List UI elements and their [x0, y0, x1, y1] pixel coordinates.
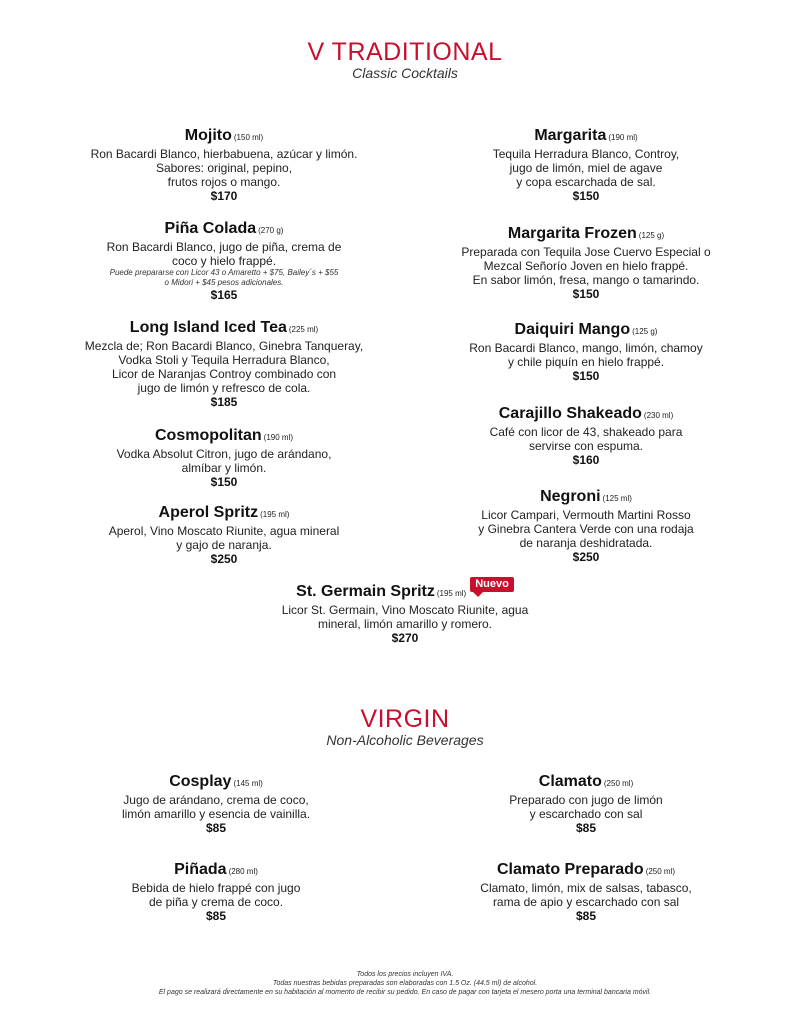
item-heading [74, 219, 374, 240]
item-size: (195 ml) [436, 589, 467, 598]
item-size: (280 ml) [228, 867, 258, 876]
menu-item [74, 318, 374, 410]
section-title-virgin: VIRGIN [360, 705, 450, 733]
item-price: $150 [210, 475, 238, 489]
item-price: $250 [210, 552, 238, 566]
item-description: Preparada con Tequila Jose Cuervo Especial o [461, 245, 711, 259]
item-price: $85 [205, 909, 227, 923]
section-title-traditional: V TRADITIONAL [307, 38, 503, 66]
item-heading [436, 224, 736, 245]
new-badge: Nuevo [470, 577, 514, 592]
item-price: $85 [575, 821, 597, 835]
item-size: (145 ml) [233, 779, 263, 788]
item-heading [74, 503, 374, 524]
item-heading [66, 772, 366, 793]
item-name: Mojito [184, 127, 232, 144]
footer-notes [0, 970, 810, 997]
menu-item [436, 404, 736, 468]
item-description: y chile piquín en hielo frappé. [507, 355, 665, 369]
item-size: (230 ml) [643, 411, 674, 420]
item-price: $150 [572, 189, 600, 203]
item-description: Licor St. Germain, Vino Moscato Riunite, agua [281, 603, 529, 617]
menu-item [74, 219, 374, 303]
item-heading [66, 860, 366, 881]
item-size: (270 g) [258, 226, 284, 235]
item-description: Clamato, limón, mix de salsas, tabasco, [480, 881, 692, 895]
item-size: (150 ml) [233, 133, 264, 142]
item-price: $165 [210, 288, 238, 302]
item-description: Ron Bacardi Blanco, jugo de piña, crema de [106, 240, 342, 254]
item-heading [436, 772, 736, 793]
item-description: frutos rojos o mango. [167, 175, 281, 189]
item-description: rama de apio y escarchado con sal [492, 895, 680, 909]
item-description: Vodka Absolut Citron, jugo de arándano, [116, 447, 332, 461]
item-name: Cosplay [169, 773, 232, 790]
item-description: Licor de Naranjas Controy combinado con [111, 367, 337, 381]
item-description: Tequila Herradura Blanco, Controy, [492, 147, 680, 161]
footer-line: Todas nuestras bebidas preparadas son elaboradas con 1.5 Oz. (44.5 ml) de alcohol. [272, 980, 538, 987]
item-heading [74, 318, 374, 339]
item-name: Clamato Preparado [496, 861, 644, 878]
item-name: Negroni [540, 488, 601, 505]
item-heading [436, 487, 736, 508]
menu-item [74, 503, 374, 567]
item-name: St. Germain Spritz [296, 583, 435, 600]
item-description: Jugo de arándano, crema de coco, [123, 793, 309, 807]
item-description: Sabores: original, pepino, [155, 161, 293, 175]
item-size: (250 ml) [645, 867, 676, 876]
item-price: $85 [205, 821, 227, 835]
item-name: Carajillo Shakeado [498, 405, 642, 422]
menu-item [74, 126, 374, 204]
item-price: $150 [572, 369, 600, 383]
item-name: Daiquiri Mango [514, 321, 631, 338]
item-price: $160 [572, 453, 600, 467]
item-description: Mezcla de; Ron Bacardi Blanco, Ginebra Tanqueray, [84, 339, 364, 353]
item-description: de piña y crema de coco. [148, 895, 284, 909]
menu-item [436, 224, 736, 302]
item-description: y copa escarchada de sal. [516, 175, 656, 189]
item-name: Clamato [538, 773, 602, 790]
item-name: Margarita [534, 127, 607, 144]
item-description: Café con licor de 43, shakeado para [489, 425, 683, 439]
item-price: $85 [575, 909, 597, 923]
item-size: (225 ml) [288, 325, 319, 334]
item-size: (190 ml) [263, 433, 293, 442]
item-size: (125 g) [638, 231, 665, 240]
item-note: o Midori + $45 pesos adicionales. [164, 278, 284, 287]
item-size: (190 ml) [608, 133, 638, 142]
menu-item [436, 772, 736, 836]
item-name: Long Island Iced Tea [129, 319, 287, 336]
item-description: Ron Bacardi Blanco, hierbabuena, azúcar y limón. [90, 147, 358, 161]
section-subtitle-virgin: Non-Alcoholic Beverages [326, 732, 484, 748]
footer-line: El pago se realizará directamente en su habitación al momento de recibir su pedido. En caso de pagar con tarjeta el mesero porta una terminal bancaria móvil. [158, 989, 652, 996]
item-note: Puede prepararse con Licor 43 o Amaretto + $75, Bailey´s + $55 [109, 268, 339, 277]
item-description: almíbar y limón. [181, 461, 267, 475]
section-subtitle-traditional: Classic Cocktails [352, 65, 458, 81]
item-description: jugo de limón y refresco de cola. [137, 381, 311, 395]
item-size: (250 ml) [603, 779, 634, 788]
item-description: Bebida de hielo frappé con jugo [131, 881, 301, 895]
item-description: En sabor limón, fresa, mango o tamarindo. [472, 273, 700, 287]
menu-item [255, 578, 555, 646]
item-name: Aperol Spritz [158, 504, 259, 521]
item-heading [436, 860, 736, 881]
item-description: Aperol, Vino Moscato Riunite, agua mineral [108, 524, 340, 538]
item-size: (125 ml) [602, 494, 632, 503]
item-description: mineral, limón amarillo y romero. [317, 617, 493, 631]
item-description: y escarchado con sal [529, 807, 643, 821]
item-name: Cosmopolitan [154, 427, 262, 444]
item-heading [74, 426, 374, 447]
item-name: Piñada [174, 861, 227, 878]
footer-line: Todos los precios incluyen IVA. [356, 971, 454, 978]
item-description: y Ginebra Cantera Verde con una rodaja [478, 522, 694, 536]
item-size: (195 ml) [260, 510, 290, 519]
item-description: limón amarillo y esencia de vainilla. [121, 807, 311, 821]
item-heading [436, 404, 736, 425]
item-price: $170 [210, 189, 238, 203]
menu-item [74, 426, 374, 490]
item-price: $270 [391, 631, 419, 645]
item-heading [436, 320, 736, 341]
item-description: de naranja deshidratada. [519, 536, 653, 550]
item-description: Mezcal Señorío Joven en hielo frappé. [483, 259, 689, 273]
item-heading [436, 126, 736, 147]
item-description: Preparado con jugo de limón [509, 793, 663, 807]
menu-item [436, 320, 736, 384]
item-price: $150 [572, 287, 600, 301]
item-description: Vodka Stoli y Tequila Herradura Blanco, [118, 353, 330, 367]
item-size: (125 g) [632, 327, 658, 336]
item-description: coco y hielo frappé. [171, 254, 277, 268]
item-description: jugo de limón, miel de agave [509, 161, 663, 175]
menu-item [436, 126, 736, 204]
item-description: Licor Campari, Vermouth Martini Rosso [481, 508, 691, 522]
item-description: Ron Bacardi Blanco, mango, limón, chamoy [469, 341, 703, 355]
item-heading [74, 126, 374, 147]
item-heading [255, 578, 555, 603]
menu-item [436, 860, 736, 924]
menu-item [66, 772, 366, 836]
item-description: y gajo de naranja. [176, 538, 272, 552]
item-price: $250 [572, 550, 600, 564]
item-description: servirse con espuma. [528, 439, 644, 453]
item-name: Margarita Frozen [507, 225, 637, 242]
menu-item [436, 487, 736, 565]
item-name: Piña Colada [164, 220, 257, 237]
item-price: $185 [210, 395, 238, 409]
menu-item [66, 860, 366, 924]
